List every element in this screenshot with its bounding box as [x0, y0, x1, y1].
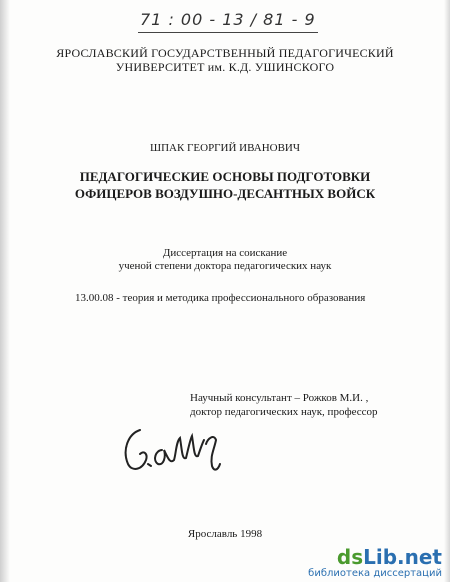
dslib-logo: dsLib.net [336, 545, 442, 569]
city-and-year: Ярославль 1998 [187, 528, 263, 540]
title-line-1: ПЕДАГОГИЧЕСКИЕ ОСНОВЫ ПОДГОТОВКИ [79, 169, 371, 184]
institution-line-1: ЯРОСЛАВСКИЙ ГОСУДАРСТВЕННЫЙ ПЕДАГОГИЧЕСКИЙ [56, 46, 394, 60]
degree-line-2: ученой степени доктора педагогических наук [118, 260, 332, 272]
scan-right-edge [444, 0, 450, 582]
dslib-watermark [308, 546, 442, 580]
consultant-line-2: доктор педагогических наук, профессор [190, 406, 378, 418]
author-signature [118, 420, 228, 482]
handwritten-underline [138, 32, 318, 33]
title-line-2: ОФИЦЕРОВ ВОЗДУШНО-ДЕСАНТНЫХ ВОЙСК [74, 186, 376, 201]
degree-statement [0, 247, 450, 273]
author-name: ШПАК ГЕОРГИЙ ИВАНОВИЧ [149, 142, 301, 154]
degree-line-1: Диссертация на соискание [162, 247, 288, 259]
institution-line-2: УНИВЕРСИТЕТ им. К.Д. УШИНСКОГО [115, 60, 335, 74]
scientific-consultant [190, 391, 378, 419]
specialty-code: 13.00.08 - теория и методика профессионального образования [75, 292, 366, 304]
dslib-subtitle: библиотека диссертаций [308, 568, 442, 579]
consultant-line-1: Научный консультант – Рожков М.И. , [190, 392, 369, 404]
dissertation-title [0, 168, 450, 202]
institution-header [0, 46, 450, 74]
scan-left-shadow [0, 0, 10, 582]
handwritten-catalog-code: 71 : 00 - 13 / 81 - 9 [140, 10, 316, 29]
